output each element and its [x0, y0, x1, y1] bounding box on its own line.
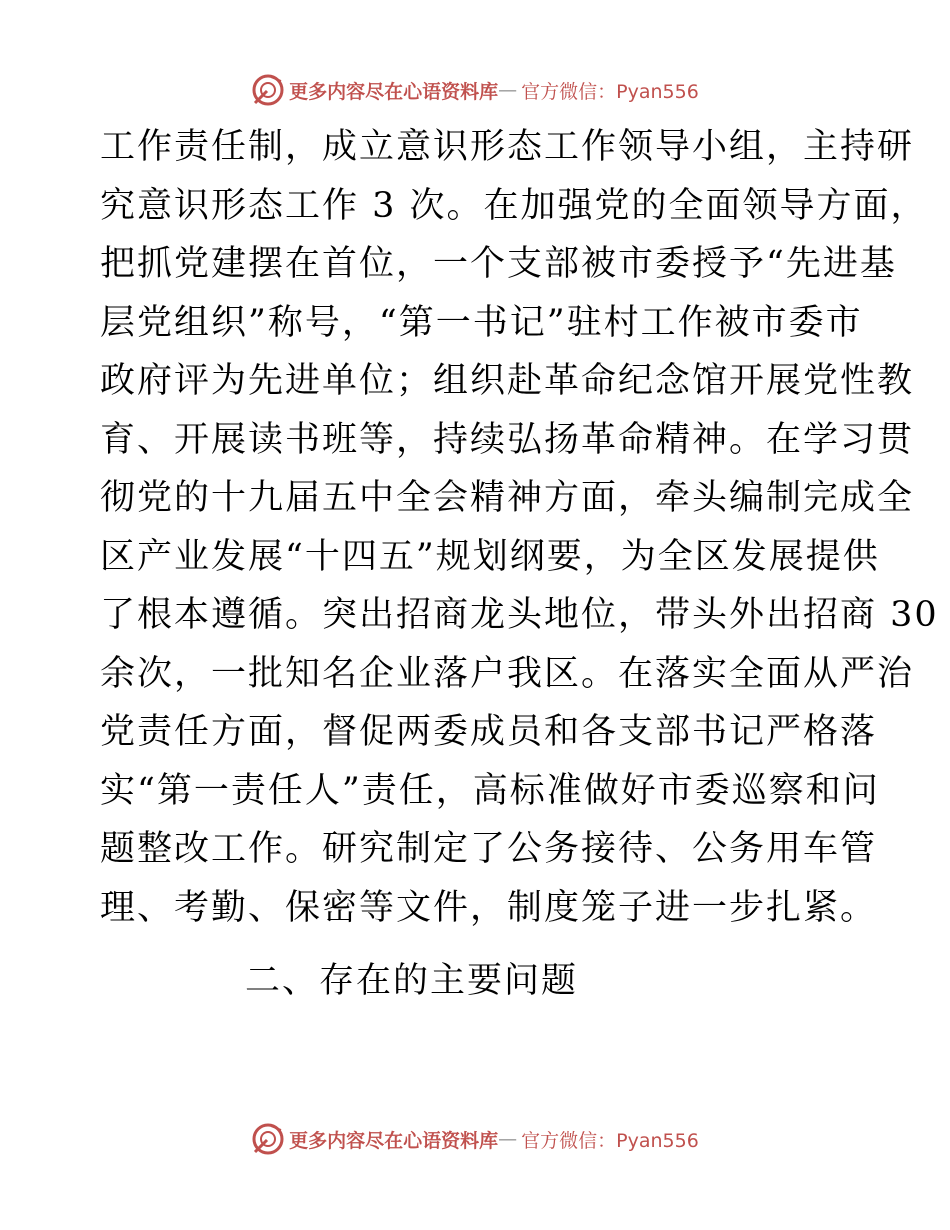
body-line-2: 究意识形态工作 3 次。在加强党的全面领导方面， — [100, 185, 928, 226]
body-line-3: 把抓党建摆在首位，一个支部被市委授予“先进基 — [100, 244, 897, 284]
body-line-14: 理、考勤、保密等文件，制度笼子进一步扎紧。 — [100, 887, 878, 928]
body-line-4: 层党组织”称号，“第一书记”驻村工作被市委市 — [100, 302, 863, 343]
body-line-13: 题整改工作。研究制定了公务接待、公务用车管 — [100, 829, 878, 869]
watermark-main-text: 更多内容尽在心语资料库 — [289, 1129, 499, 1152]
watermark-main-text: 更多内容尽在心语资料库 — [289, 80, 499, 103]
watermark-dash: — — [498, 79, 518, 101]
watermark-banner-bottom — [0, 1119, 950, 1159]
body-line-11: 党责任方面，督促两委成员和各支部书记严格落 — [100, 712, 878, 752]
body-line-10: 余次，一批知名企业落户我区。在落实全面从严治 — [100, 653, 915, 694]
logo-seal-icon — [251, 73, 285, 107]
body-line-8: 区产业发展“十四五”规划纲要，为全区发展提供 — [100, 536, 880, 577]
watermark-banner-top — [0, 70, 950, 110]
body-line-12: 实“第一责任人”责任，高标准做好市委巡察和问 — [100, 770, 880, 811]
section-heading: 二、存在的主要问题 — [245, 961, 579, 1001]
body-line-6: 育、开展读书班等，持续弘扬革命精神。在学习贯 — [100, 419, 915, 460]
body-line-5: 政府评为先进单位；组织赴革命纪念馆开展党性教 — [100, 361, 915, 401]
body-line-9: 了根本遵循。突出招商龙头地位，带头外出招商 30 — [100, 595, 939, 635]
watermark-wechat-text: 官方微信：Pyan556 — [521, 1129, 699, 1152]
document-body — [100, 118, 939, 937]
watermark-dash: — — [498, 1128, 518, 1150]
body-line-7: 彻党的十九届五中全会精神方面，牵头编制完成全 — [100, 478, 915, 518]
body-line-1: 工作责任制，成立意识形态工作领导小组，主持研 — [100, 127, 915, 167]
logo-seal-icon — [251, 1122, 285, 1156]
watermark-wechat-text: 官方微信：Pyan556 — [521, 80, 699, 103]
